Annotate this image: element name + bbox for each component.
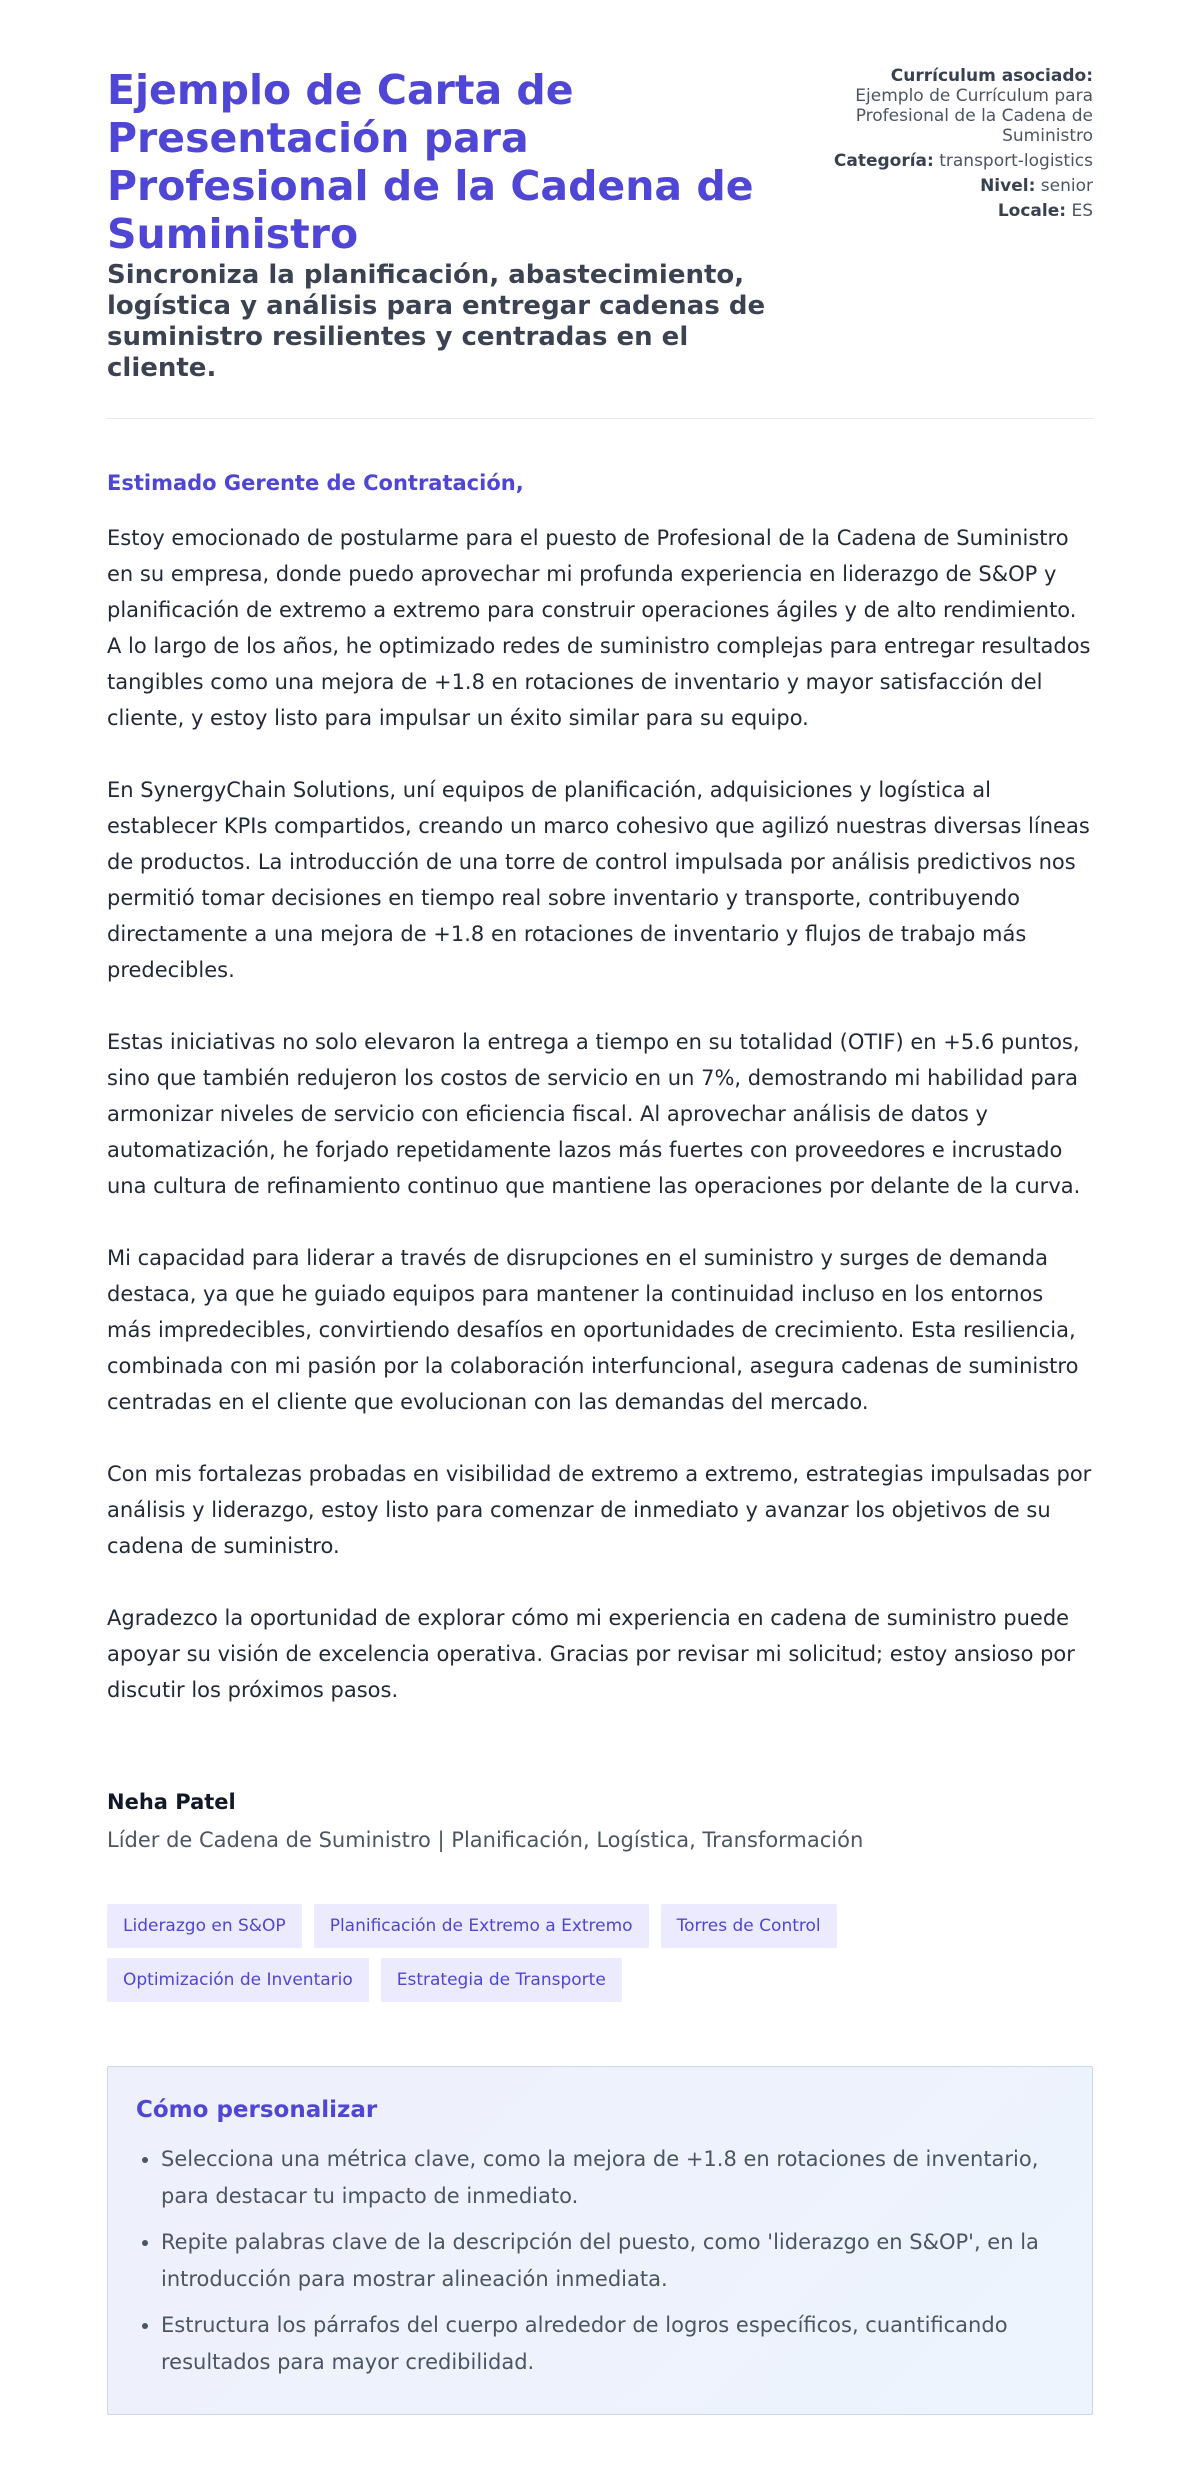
- meta-category-label: Categoría:: [833, 151, 934, 171]
- customization-tips: [107, 2066, 1093, 2415]
- meta-locale-label: Locale:: [997, 201, 1067, 221]
- meta-level-label: Nivel:: [980, 176, 1036, 196]
- meta-level-value: senior: [1040, 176, 1093, 196]
- skill-tag[interactable]: Liderazgo en S&OP: [107, 1904, 302, 1948]
- tip-item: • Estructura los párrafos del cuerpo alrededor de logros específicos, cuantificando resultados para mayor credibilidad.: [161, 2307, 1064, 2381]
- signature-role: Líder de Cadena de Suministro | Planificación, Logística, Transformación: [107, 1828, 864, 1852]
- tip-item: • Repite palabras clave de la descripción del puesto, como 'liderazgo en S&OP', en la introducción para mostrar alineación inmediata.: [161, 2224, 1064, 2298]
- title-block: [107, 66, 797, 384]
- skill-tag[interactable]: Planificación de Extremo a Extremo: [314, 1904, 649, 1948]
- meta-level: [823, 176, 1093, 196]
- meta-resume: [823, 66, 1093, 146]
- skill-tag[interactable]: Torres de Control: [661, 1904, 837, 1948]
- meta-resume-link[interactable]: Ejemplo de Currículum para Profesional de la Cadena de Suministro: [855, 86, 1093, 146]
- meta-category-value: transport-logistics: [939, 151, 1093, 171]
- meta-resume-label: Currículum asociado:: [890, 66, 1093, 86]
- meta-locale: [823, 201, 1093, 221]
- letter-paragraph: Estas iniciativas no solo elevaron la entrega a tiempo en su totalidad (OTIF) en +5.6 puntos, sino que también redujeron los costos de servicio en un 7%, demostrando mi habilidad para armonizar niveles de servicio con eficiencia fiscal. Al aprovechar análisis de datos y automatización, he forjado repetidamente lazos más fuertes con proveedores e incrustado una cultura de refinamiento continuo que mantiene las operaciones por delante de la curva.: [107, 1030, 1081, 1198]
- salutation: Estimado Gerente de Contratación,: [107, 471, 524, 495]
- letter-body: [107, 419, 1093, 1708]
- letter-paragraph: En SynergyChain Solutions, uní equipos de planificación, adquisiciones y logística al establecer KPIs compartidos, creando un marco cohesivo que agilizó nuestras diversas líneas de productos. La introducción de una torre de control impulsada por análisis predictivos nos permitió tomar decisiones en tiempo real sobre inventario y transporte, contribuyendo directamente a una mejora de +1.8 en rotaciones de inventario y flujos de trabajo más predecibles.: [107, 778, 1090, 982]
- page-subtitle: Sincroniza la planificación, abastecimiento, logística y análisis para entregar cadenas de suministro resilientes y centradas en el cliente.: [107, 260, 766, 383]
- signature-name: Neha Patel: [107, 1790, 236, 1814]
- page-title: Ejemplo de Carta de Presentación para Profesional de la Cadena de Suministro: [107, 66, 754, 258]
- letter-paragraph: Estoy emocionado de postularme para el puesto de Profesional de la Cadena de Suministro en su empresa, donde puedo aprovechar mi profunda experiencia en liderazgo de S&OP y planificación de extremo a extremo para construir operaciones ágiles y de alto rendimiento. A lo largo de los años, he optimizado redes de suministro complejas para entregar resultados tangibles como una mejora de +1.8 en rotaciones de inventario y mayor satisfacción del cliente, y estoy listo para impulsar un éxito similar para su equipo.: [107, 526, 1091, 730]
- tips-list: [136, 2141, 1064, 2381]
- metadata-panel: [823, 66, 1093, 226]
- tip-item: • Selecciona una métrica clave, como la mejora de +1.8 en rotaciones de inventario, para destacar tu impacto de inmediato.: [161, 2141, 1064, 2215]
- letter-paragraph: Con mis fortalezas probadas en visibilidad de extremo a extremo, estrategias impulsadas por análisis y liderazgo, estoy listo para comenzar de inmediato y avanzar los objetivos de su cadena de suministro.: [107, 1462, 1092, 1558]
- letter-paragraph: Agradezco la oportunidad de explorar cómo mi experiencia en cadena de suministro puede apoyar su visión de excelencia operativa. Gracias por revisar mi solicitud; estoy ansioso por discutir los próximos pasos.: [107, 1606, 1075, 1702]
- meta-locale-value: ES: [1071, 201, 1093, 221]
- meta-category: [823, 151, 1093, 171]
- signature-block: [107, 1788, 1093, 1854]
- tips-title: Cómo personalizar: [136, 2097, 378, 2123]
- skill-tag[interactable]: Estrategia de Transporte: [381, 1958, 622, 2002]
- skill-tag[interactable]: Optimización de Inventario: [107, 1958, 369, 2002]
- skill-tags: [107, 1904, 907, 2002]
- letter-paragraph: Mi capacidad para liderar a través de disrupciones en el suministro y surges de demanda destaca, ya que he guiado equipos para mantener la continuidad incluso en los entornos más impredecibles, convirtiendo desafíos en oportunidades de crecimiento. Esta resiliencia, combinada con mi pasión por la colaboración interfuncional, asegura cadenas de suministro centradas en el cliente que evolucionan con las demandas del mercado.: [107, 1246, 1079, 1414]
- page-header: [107, 66, 1093, 419]
